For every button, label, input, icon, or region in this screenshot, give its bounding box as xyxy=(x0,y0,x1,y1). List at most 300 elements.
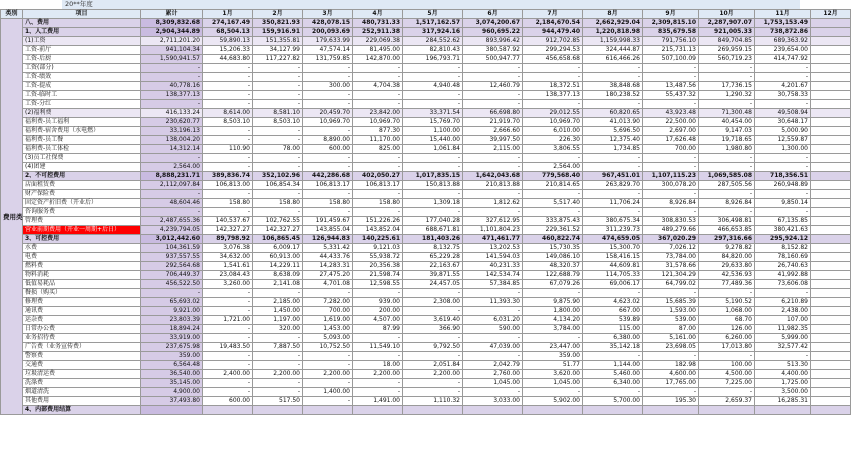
month-9-cell[interactable]: - xyxy=(643,73,699,82)
month-1-cell[interactable]: - xyxy=(203,352,253,361)
month-3-cell[interactable]: 20,459.70 xyxy=(303,109,353,118)
month-6-cell[interactable]: 13,202.53 xyxy=(463,244,523,253)
item-label-cell[interactable]: 福利费-宿舍费用（水电燃） xyxy=(23,127,141,136)
item-label-cell[interactable]: 4、内部费用结算 xyxy=(23,406,141,415)
month-7-cell[interactable]: - xyxy=(523,289,583,298)
month-12-cell[interactable] xyxy=(811,199,851,208)
month-6-cell[interactable]: - xyxy=(463,73,523,82)
month-4-cell[interactable]: - xyxy=(353,91,403,100)
month-6-cell[interactable]: - xyxy=(463,154,523,163)
month-11-cell[interactable]: - xyxy=(755,163,811,172)
month-5-cell[interactable]: - xyxy=(403,154,463,163)
month-8-cell[interactable]: 38,848.68 xyxy=(583,82,643,91)
month-4-cell[interactable]: - xyxy=(353,388,403,397)
total-cell[interactable]: 138,377.13 xyxy=(141,91,203,100)
total-cell[interactable]: 37,493.80 xyxy=(141,397,203,406)
month-7-cell[interactable]: 1,800.00 xyxy=(523,307,583,316)
category-cell[interactable]: 费用类 xyxy=(1,19,23,415)
month-3-cell[interactable]: 27,475.20 xyxy=(303,271,353,280)
month-7-cell[interactable]: - xyxy=(523,100,583,109)
month-9-cell[interactable]: 55,437.32 xyxy=(643,91,699,100)
month-7-cell[interactable]: 912,702.85 xyxy=(523,37,583,46)
month-1-cell[interactable]: - xyxy=(203,298,253,307)
month-11-cell[interactable]: 73,606.08 xyxy=(755,280,811,289)
month-2-cell[interactable]: - xyxy=(253,352,303,361)
total-cell[interactable]: 23,803.39 xyxy=(141,316,203,325)
month-4-cell[interactable]: 480,731.33 xyxy=(353,19,403,28)
month-11-cell[interactable]: 32,577.42 xyxy=(755,343,811,352)
month-8-cell[interactable]: 69,006.17 xyxy=(583,280,643,289)
month-5-cell[interactable]: 181,403.26 xyxy=(403,235,463,244)
month-2-cell[interactable]: - xyxy=(253,208,303,217)
month-11-cell[interactable]: 5,000.90 xyxy=(755,127,811,136)
header-month-10[interactable]: 10月 xyxy=(699,10,755,19)
month-8-cell[interactable]: 2,662,929.04 xyxy=(583,19,643,28)
month-10-cell[interactable]: 9,147.03 xyxy=(699,127,755,136)
month-4-cell[interactable]: 23,842.00 xyxy=(353,109,403,118)
month-8-cell[interactable]: 324,444.87 xyxy=(583,46,643,55)
month-6-cell[interactable]: 380,587.92 xyxy=(463,46,523,55)
total-cell[interactable]: - xyxy=(141,64,203,73)
month-11-cell[interactable]: 78,160.69 xyxy=(755,253,811,262)
month-9-cell[interactable]: 791,756.10 xyxy=(643,37,699,46)
month-2-cell[interactable]: 159,916.91 xyxy=(253,28,303,37)
month-7-cell[interactable]: - xyxy=(523,73,583,82)
month-12-cell[interactable] xyxy=(811,172,851,181)
month-6-cell[interactable]: 2,115.00 xyxy=(463,145,523,154)
month-10-cell[interactable]: - xyxy=(699,289,755,298)
header-month-9[interactable]: 9月 xyxy=(643,10,699,19)
month-8-cell[interactable]: 474,659.05 xyxy=(583,235,643,244)
month-12-cell[interactable] xyxy=(811,307,851,316)
month-7-cell[interactable]: - xyxy=(523,190,583,199)
month-7-cell[interactable]: 779,568.40 xyxy=(523,172,583,181)
month-9-cell[interactable]: 539.00 xyxy=(643,316,699,325)
month-8-cell[interactable]: 380,675.34 xyxy=(583,217,643,226)
item-label-cell[interactable]: 店面租赁费 xyxy=(23,181,141,190)
month-6-cell[interactable]: 327,612.95 xyxy=(463,217,523,226)
month-2-cell[interactable]: - xyxy=(253,163,303,172)
month-4-cell[interactable]: 142,870.00 xyxy=(353,55,403,64)
month-3-cell[interactable]: 131,759.85 xyxy=(303,55,353,64)
month-9-cell[interactable]: 1,107,115.23 xyxy=(643,172,699,181)
month-9-cell[interactable]: 5,161.00 xyxy=(643,334,699,343)
month-1-cell[interactable]: - xyxy=(203,190,253,199)
month-11-cell[interactable]: - xyxy=(755,190,811,199)
month-6-cell[interactable]: - xyxy=(463,334,523,343)
month-12-cell[interactable] xyxy=(811,37,851,46)
month-10-cell[interactable]: 9,278.82 xyxy=(699,244,755,253)
month-5-cell[interactable]: 2,308.00 xyxy=(403,298,463,307)
month-3-cell[interactable]: - xyxy=(303,154,353,163)
month-9-cell[interactable]: 15,685.39 xyxy=(643,298,699,307)
month-11-cell[interactable] xyxy=(755,406,811,415)
month-10-cell[interactable]: 5,190.52 xyxy=(699,298,755,307)
item-label-cell[interactable]: 警察费 xyxy=(23,352,141,361)
month-12-cell[interactable] xyxy=(811,388,851,397)
month-8-cell[interactable]: 539.89 xyxy=(583,316,643,325)
month-2-cell[interactable]: - xyxy=(253,64,303,73)
month-2-cell[interactable]: 352,102.96 xyxy=(253,172,303,181)
month-11-cell[interactable]: 41,992.88 xyxy=(755,271,811,280)
total-cell[interactable]: 359.00 xyxy=(141,352,203,361)
month-12-cell[interactable] xyxy=(811,352,851,361)
month-2-cell[interactable]: 2,141.08 xyxy=(253,280,303,289)
month-6-cell[interactable]: - xyxy=(463,388,523,397)
month-2-cell[interactable]: 117,227.82 xyxy=(253,55,303,64)
month-7-cell[interactable]: 2,184,670.54 xyxy=(523,19,583,28)
month-9-cell[interactable]: - xyxy=(643,154,699,163)
month-5-cell[interactable]: 1,100.00 xyxy=(403,127,463,136)
month-7-cell[interactable]: - xyxy=(523,154,583,163)
month-5-cell[interactable]: 65,229.28 xyxy=(403,253,463,262)
month-4-cell[interactable]: - xyxy=(353,64,403,73)
month-10-cell[interactable]: 6,260.00 xyxy=(699,334,755,343)
month-4-cell[interactable]: 4,704.38 xyxy=(353,82,403,91)
month-11-cell[interactable]: 11,982.35 xyxy=(755,325,811,334)
month-11-cell[interactable]: 26,740.63 xyxy=(755,262,811,271)
month-8-cell[interactable]: 44,609.81 xyxy=(583,262,643,271)
month-7-cell[interactable]: 333,875.43 xyxy=(523,217,583,226)
month-9-cell[interactable]: 121,304.29 xyxy=(643,271,699,280)
month-2-cell[interactable]: - xyxy=(253,388,303,397)
month-7-cell[interactable]: 122,688.79 xyxy=(523,271,583,280)
total-cell[interactable] xyxy=(141,406,203,415)
month-1-cell[interactable]: 59,890.13 xyxy=(203,37,253,46)
month-9-cell[interactable]: 17,626.48 xyxy=(643,136,699,145)
month-2-cell[interactable]: 320.00 xyxy=(253,325,303,334)
month-4-cell[interactable]: - xyxy=(353,163,403,172)
month-9-cell[interactable]: 7,026.12 xyxy=(643,244,699,253)
month-3-cell[interactable]: 8,890.00 xyxy=(303,136,353,145)
month-8-cell[interactable]: 114,705.33 xyxy=(583,271,643,280)
month-6-cell[interactable]: 210,813.88 xyxy=(463,181,523,190)
month-12-cell[interactable] xyxy=(811,100,851,109)
month-4-cell[interactable]: 9,121.03 xyxy=(353,244,403,253)
month-7-cell[interactable]: 10,969.70 xyxy=(523,118,583,127)
total-cell[interactable]: - xyxy=(141,73,203,82)
month-4-cell[interactable]: 12,598.55 xyxy=(353,280,403,289)
month-1-cell[interactable]: 274,167.49 xyxy=(203,19,253,28)
item-label-cell[interactable]: 工资-提成 xyxy=(23,82,141,91)
month-1-cell[interactable]: - xyxy=(203,307,253,316)
month-4-cell[interactable]: 87.99 xyxy=(353,325,403,334)
month-12-cell[interactable] xyxy=(811,271,851,280)
month-2-cell[interactable]: - xyxy=(253,91,303,100)
month-1-cell[interactable]: - xyxy=(203,64,253,73)
total-cell[interactable]: 14,312.14 xyxy=(141,145,203,154)
month-6-cell[interactable]: 21,919.70 xyxy=(463,118,523,127)
item-label-cell[interactable]: 日常办公费 xyxy=(23,325,141,334)
month-11-cell[interactable]: 689,363.92 xyxy=(755,37,811,46)
month-9-cell[interactable] xyxy=(643,406,699,415)
month-4-cell[interactable]: 55,938.72 xyxy=(353,253,403,262)
month-9-cell[interactable]: 13,487.56 xyxy=(643,82,699,91)
month-6-cell[interactable]: - xyxy=(463,307,523,316)
month-10-cell[interactable]: 1,980.80 xyxy=(699,145,755,154)
month-12-cell[interactable] xyxy=(811,343,851,352)
month-1-cell[interactable]: - xyxy=(203,163,253,172)
month-11-cell[interactable]: 30,648.17 xyxy=(755,118,811,127)
month-12-cell[interactable] xyxy=(811,334,851,343)
month-3-cell[interactable]: 1,400.00 xyxy=(303,388,353,397)
month-11-cell[interactable]: 9,850.14 xyxy=(755,199,811,208)
month-12-cell[interactable] xyxy=(811,262,851,271)
month-6-cell[interactable]: 39,997.50 xyxy=(463,136,523,145)
month-11-cell[interactable]: - xyxy=(755,100,811,109)
month-1-cell[interactable]: 44,683.80 xyxy=(203,55,253,64)
month-10-cell[interactable]: - xyxy=(699,154,755,163)
month-3-cell[interactable]: 158.80 xyxy=(303,199,353,208)
total-cell[interactable]: 416,133.24 xyxy=(141,109,203,118)
month-12-cell[interactable] xyxy=(811,361,851,370)
total-cell[interactable]: - xyxy=(141,208,203,217)
item-label-cell[interactable]: 工资-分红 xyxy=(23,100,141,109)
month-5-cell[interactable]: 24,457.05 xyxy=(403,280,463,289)
month-12-cell[interactable] xyxy=(811,226,851,235)
item-label-cell[interactable]: 其他费用 xyxy=(23,397,141,406)
month-4-cell[interactable]: 18.00 xyxy=(353,361,403,370)
month-11-cell[interactable]: 107.00 xyxy=(755,316,811,325)
month-5-cell[interactable]: 15,769.70 xyxy=(403,118,463,127)
month-8-cell[interactable]: - xyxy=(583,100,643,109)
month-9-cell[interactable]: - xyxy=(643,190,699,199)
month-1-cell[interactable]: 3,076.38 xyxy=(203,244,253,253)
month-12-cell[interactable] xyxy=(811,28,851,37)
month-11-cell[interactable]: 1,753,153.49 xyxy=(755,19,811,28)
month-2-cell[interactable]: 7,887.50 xyxy=(253,343,303,352)
month-3-cell[interactable]: 10,969.70 xyxy=(303,118,353,127)
month-12-cell[interactable] xyxy=(811,190,851,199)
total-cell[interactable]: 706,449.37 xyxy=(141,271,203,280)
month-7-cell[interactable]: 226.30 xyxy=(523,136,583,145)
month-11-cell[interactable]: 4,201.67 xyxy=(755,82,811,91)
month-12-cell[interactable] xyxy=(811,118,851,127)
month-8-cell[interactable]: 5,700.00 xyxy=(583,397,643,406)
item-label-cell[interactable]: 电费 xyxy=(23,253,141,262)
month-9-cell[interactable]: 308,830.53 xyxy=(643,217,699,226)
month-8-cell[interactable]: 1,734.85 xyxy=(583,145,643,154)
month-6-cell[interactable]: - xyxy=(463,163,523,172)
item-label-cell[interactable]: (3)员工社保费 xyxy=(23,154,141,163)
header-month-7[interactable]: 7月 xyxy=(523,10,583,19)
month-1-cell[interactable]: 389,836.74 xyxy=(203,172,253,181)
month-3-cell[interactable]: 179,633.99 xyxy=(303,37,353,46)
month-10-cell[interactable]: 269,959.15 xyxy=(699,46,755,55)
month-1-cell[interactable]: - xyxy=(203,100,253,109)
month-9-cell[interactable]: - xyxy=(643,163,699,172)
month-10-cell[interactable]: 560,719.23 xyxy=(699,55,755,64)
month-5-cell[interactable]: - xyxy=(403,208,463,217)
month-4-cell[interactable]: 11,549.10 xyxy=(353,343,403,352)
month-6-cell[interactable]: 11,393.30 xyxy=(463,298,523,307)
month-2-cell[interactable]: 151,355.81 xyxy=(253,37,303,46)
month-4-cell[interactable]: 252,911.38 xyxy=(353,28,403,37)
month-5-cell[interactable]: - xyxy=(403,289,463,298)
item-label-cell[interactable]: 工资(部分) xyxy=(23,64,141,73)
total-cell[interactable]: - xyxy=(141,289,203,298)
month-6-cell[interactable]: 142,534.74 xyxy=(463,271,523,280)
header-item[interactable]: 项目 xyxy=(23,10,141,19)
month-9-cell[interactable]: 4,600.00 xyxy=(643,370,699,379)
month-3-cell[interactable]: - xyxy=(303,352,353,361)
month-3-cell[interactable]: 5,093.00 xyxy=(303,334,353,343)
month-12-cell[interactable] xyxy=(811,253,851,262)
month-12-cell[interactable] xyxy=(811,181,851,190)
total-cell[interactable]: 9,921.00 xyxy=(141,307,203,316)
month-3-cell[interactable]: 428,078.15 xyxy=(303,19,353,28)
month-6-cell[interactable]: 471,461.77 xyxy=(463,235,523,244)
month-4-cell[interactable]: 143,852.04 xyxy=(353,226,403,235)
month-8-cell[interactable]: 667.00 xyxy=(583,307,643,316)
month-2-cell[interactable]: 8,503.10 xyxy=(253,118,303,127)
month-10-cell[interactable]: 17,736.15 xyxy=(699,82,755,91)
month-1-cell[interactable]: 142,327.27 xyxy=(203,226,253,235)
month-6-cell[interactable]: 3,074,200.67 xyxy=(463,19,523,28)
month-11-cell[interactable]: 380,421.63 xyxy=(755,226,811,235)
month-5-cell[interactable] xyxy=(403,406,463,415)
month-3-cell[interactable]: 106,813.17 xyxy=(303,181,353,190)
month-11-cell[interactable]: 239,654.00 xyxy=(755,46,811,55)
month-7-cell[interactable]: - xyxy=(523,64,583,73)
month-12-cell[interactable] xyxy=(811,163,851,172)
month-5-cell[interactable]: 2,051.84 xyxy=(403,361,463,370)
month-5-cell[interactable]: - xyxy=(403,307,463,316)
month-6-cell[interactable]: 6,031.20 xyxy=(463,316,523,325)
month-1-cell[interactable]: - xyxy=(203,154,253,163)
total-cell[interactable]: 1,590,941.57 xyxy=(141,55,203,64)
month-11-cell[interactable]: 1,300.00 xyxy=(755,145,811,154)
month-2-cell[interactable]: 102,762.55 xyxy=(253,217,303,226)
month-7-cell[interactable]: 359.00 xyxy=(523,352,583,361)
month-9-cell[interactable]: 195.30 xyxy=(643,397,699,406)
month-7-cell[interactable]: 4,134.20 xyxy=(523,316,583,325)
month-8-cell[interactable]: - xyxy=(583,190,643,199)
month-1-cell[interactable]: 140,537.67 xyxy=(203,217,253,226)
month-9-cell[interactable]: 17,765.00 xyxy=(643,379,699,388)
month-12-cell[interactable] xyxy=(811,370,851,379)
month-5-cell[interactable]: 39,871.55 xyxy=(403,271,463,280)
month-5-cell[interactable]: 1,061.84 xyxy=(403,145,463,154)
month-12-cell[interactable] xyxy=(811,217,851,226)
item-label-cell[interactable]: 交通费 xyxy=(23,361,141,370)
month-11-cell[interactable]: 718,356.51 xyxy=(755,172,811,181)
month-12-cell[interactable] xyxy=(811,145,851,154)
item-label-cell[interactable]: 餐损（购买） xyxy=(23,289,141,298)
item-label-cell[interactable]: 财产保险费 xyxy=(23,190,141,199)
total-cell[interactable]: - xyxy=(141,154,203,163)
month-2-cell[interactable] xyxy=(253,406,303,415)
month-7-cell[interactable]: 3,620.00 xyxy=(523,370,583,379)
month-10-cell[interactable]: 77,489.36 xyxy=(699,280,755,289)
month-11-cell[interactable]: 49,508.94 xyxy=(755,109,811,118)
month-2-cell[interactable]: 517.50 xyxy=(253,397,303,406)
month-1-cell[interactable]: 1,721.00 xyxy=(203,316,253,325)
total-cell[interactable]: 33,919.00 xyxy=(141,334,203,343)
month-8-cell[interactable]: 263,829.70 xyxy=(583,181,643,190)
month-10-cell[interactable]: 4,500.00 xyxy=(699,370,755,379)
month-4-cell[interactable]: 877.30 xyxy=(353,127,403,136)
month-10-cell[interactable]: 7,225.00 xyxy=(699,379,755,388)
month-4-cell[interactable]: 151,226.26 xyxy=(353,217,403,226)
month-7-cell[interactable]: 29,012.55 xyxy=(523,109,583,118)
total-cell[interactable]: 292,564.68 xyxy=(141,262,203,271)
month-8-cell[interactable]: 115.00 xyxy=(583,325,643,334)
item-label-cell[interactable]: 1、人工费用 xyxy=(23,28,141,37)
month-6-cell[interactable]: - xyxy=(463,352,523,361)
month-3-cell[interactable]: 2,200.00 xyxy=(303,370,353,379)
month-6-cell[interactable]: 2,666.60 xyxy=(463,127,523,136)
total-cell[interactable]: 2,904,344.89 xyxy=(141,28,203,37)
month-8-cell[interactable]: 1,220,818.98 xyxy=(583,28,643,37)
item-label-cell[interactable]: 固定资产折旧费（开业后） xyxy=(23,199,141,208)
month-7-cell[interactable]: 299,294.53 xyxy=(523,46,583,55)
month-9-cell[interactable]: 23,698.05 xyxy=(643,343,699,352)
month-1-cell[interactable]: 23,084.43 xyxy=(203,271,253,280)
month-7-cell[interactable] xyxy=(523,406,583,415)
month-10-cell[interactable]: 17,013.80 xyxy=(699,343,755,352)
item-label-cell[interactable]: 修理费 xyxy=(23,298,141,307)
month-9-cell[interactable]: 835,679.58 xyxy=(643,28,699,37)
item-label-cell[interactable]: 物料消耗 xyxy=(23,271,141,280)
month-6-cell[interactable]: 960,695.22 xyxy=(463,28,523,37)
month-12-cell[interactable] xyxy=(811,55,851,64)
month-3-cell[interactable]: - xyxy=(303,397,353,406)
month-9-cell[interactable]: 300,078.20 xyxy=(643,181,699,190)
month-10-cell[interactable]: - xyxy=(699,163,755,172)
month-7-cell[interactable]: - xyxy=(523,334,583,343)
month-12-cell[interactable] xyxy=(811,46,851,55)
month-10-cell[interactable]: 40,454.00 xyxy=(699,118,755,127)
month-7-cell[interactable]: 5,517.40 xyxy=(523,199,583,208)
month-10-cell[interactable]: 68.70 xyxy=(699,316,755,325)
header-total[interactable]: 累计 xyxy=(141,10,203,19)
total-cell[interactable]: 35,145.00 xyxy=(141,379,203,388)
month-3-cell[interactable]: 126,944.83 xyxy=(303,235,353,244)
month-1-cell[interactable]: 2,400.00 xyxy=(203,370,253,379)
month-3-cell[interactable]: - xyxy=(303,64,353,73)
month-4-cell[interactable]: 21,598.74 xyxy=(353,271,403,280)
month-5-cell[interactable]: 688,671.81 xyxy=(403,226,463,235)
month-3-cell[interactable]: - xyxy=(303,127,353,136)
month-8-cell[interactable]: 5,460.00 xyxy=(583,370,643,379)
month-3-cell[interactable]: 44,433.76 xyxy=(303,253,353,262)
month-11-cell[interactable]: 2,438.00 xyxy=(755,307,811,316)
month-8-cell[interactable]: 1,144.00 xyxy=(583,361,643,370)
month-7-cell[interactable]: 18,372.51 xyxy=(523,82,583,91)
month-7-cell[interactable]: 1,045.00 xyxy=(523,379,583,388)
month-4-cell[interactable]: 4,507.00 xyxy=(353,316,403,325)
month-5-cell[interactable]: 4,940.48 xyxy=(403,82,463,91)
month-6-cell[interactable]: 2,042.79 xyxy=(463,361,523,370)
total-cell[interactable]: 237,675.98 xyxy=(141,343,203,352)
month-5-cell[interactable]: 22,163.67 xyxy=(403,262,463,271)
month-4-cell[interactable]: 11,170.00 xyxy=(353,136,403,145)
month-12-cell[interactable] xyxy=(811,289,851,298)
month-3-cell[interactable]: - xyxy=(303,361,353,370)
month-4-cell[interactable]: 825.00 xyxy=(353,145,403,154)
month-12-cell[interactable] xyxy=(811,298,851,307)
month-2-cell[interactable]: - xyxy=(253,289,303,298)
month-1-cell[interactable]: 34,632.00 xyxy=(203,253,253,262)
month-8-cell[interactable]: - xyxy=(583,64,643,73)
month-11-cell[interactable]: 513.30 xyxy=(755,361,811,370)
month-10-cell[interactable]: - xyxy=(699,190,755,199)
month-12-cell[interactable] xyxy=(811,325,851,334)
item-label-cell[interactable]: 工资-后厨 xyxy=(23,55,141,64)
total-cell[interactable]: 3,012,442.60 xyxy=(141,235,203,244)
month-4-cell[interactable]: 200.00 xyxy=(353,307,403,316)
